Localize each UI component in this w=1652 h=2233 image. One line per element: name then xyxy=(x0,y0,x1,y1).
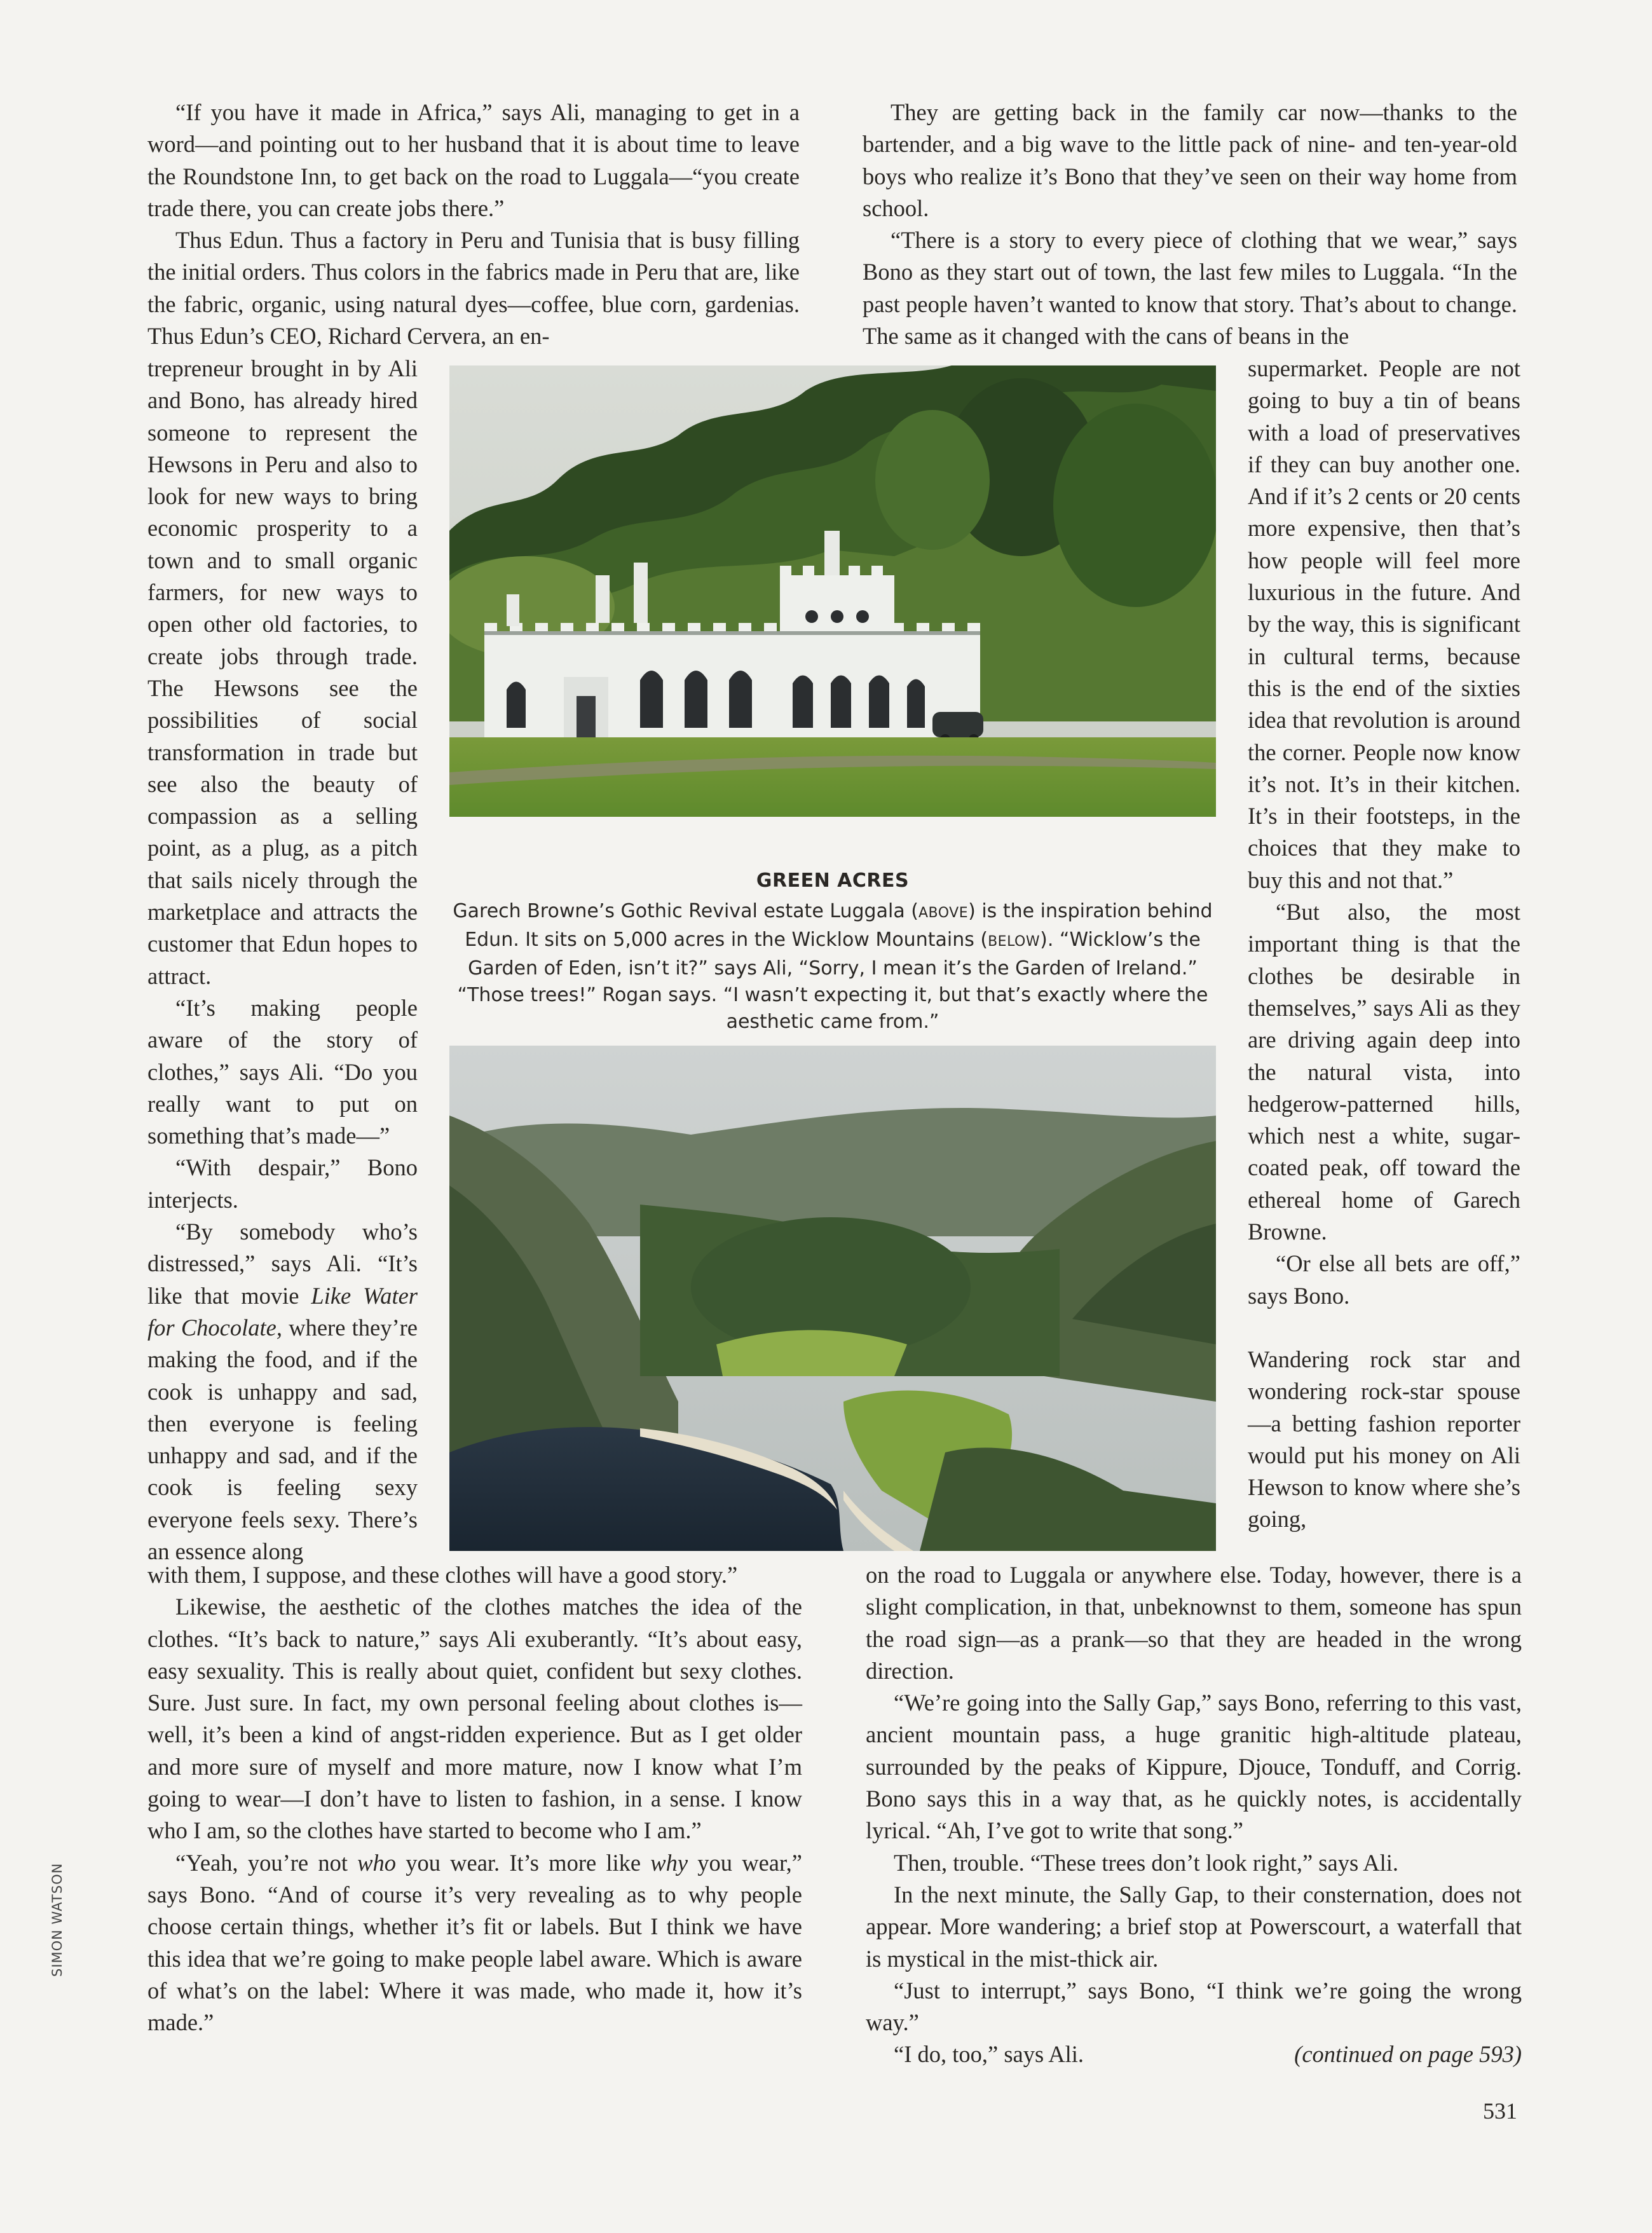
caption-body xyxy=(445,898,1220,1035)
text-run: you wear. It’s more like xyxy=(396,1849,651,1876)
paragraph xyxy=(147,1847,802,2039)
paragraph: Likewise, the aesthetic of the clothes matches the idea of the clothes. “It’s back to nature,” says Ali exuberantly. “It’s about easy, easy sexuality. This is really about quiet, confident but sexy clothes. Sure. Just sure. In fact, my own personal feeling about clothes is—well, it’s been a kind of angst-ridden experience. But as I get older and more sure of myself and more mature, now I know what I’m going to wear—I don’t have to listen to fashion, in a sense. I know who I am, so the clothes have started to become who I am.” xyxy=(147,1594,802,1844)
paragraph: “There is a story to every piece of clothing that we wear,” says Bono as they start out of town, the last few miles to Luggala. “In the past people haven’t wanted to know that story. That’s about to change. The same as it changed with the cans of beans in the xyxy=(863,227,1517,350)
paragraph: trepreneur brought in by Ali and Bono, has already hired someone to represent the Hewsons in Peru and also to look for new ways to bring economic prosperity to a town and to small organic farmers, for new ways to open other old factories, to create jobs through trade. The Hewsons see the possibilities of social transformation in trade but see also the beauty of compassion as a selling point, as a plug, as a pitch that sails nicely through the marketplace and attracts the customer that Edun hopes to attract. xyxy=(147,355,418,989)
continued-note: (continued on page 593) xyxy=(1294,2041,1522,2068)
paragraph xyxy=(147,1216,418,1567)
text-run: where they’re making the food, and if the cook is unhappy and sad, then everyone is feeling unhappy and sad, and if the cook is feeling sexy everyone feels sexy. There’s an essence along xyxy=(147,1314,418,1564)
text-run: ) is the inspiration behind Edun. It sits on 5,000 acres in the Wicklow Mountains ( xyxy=(465,900,1213,951)
paragraph: “If you have it made in Africa,” says Ali, managing to get in a word—and pointing out to her husband that it is about time to leave the Roundstone Inn, to get back on the road to Luggala—“you create trade there, you can create jobs there.” xyxy=(147,99,800,221)
paragraph: Wandering rock star and wondering rock-star spouse—a betting fashion reporter would put his money on Ali Hewson to know where she’s going, xyxy=(1248,1346,1520,1533)
lake-valley-photo xyxy=(449,1046,1216,1551)
paragraph: “Or else all bets are off,” says Bono. xyxy=(1248,1250,1520,1309)
lake-illustration xyxy=(449,1046,1216,1551)
caption-title: GREEN ACRES xyxy=(756,870,910,892)
text-run: you wear,” says Bono. “And of course it’s very revealing as to why people choose certain things, whether it’s fit or labels. But I think we have this idea that we’re going to make people label aware. Which is aware of what’s on the label: Where it was made, who made it, how it’s made.” xyxy=(147,1849,802,2036)
movie-title: Like Water for Chocolate, xyxy=(147,1282,418,1341)
paragraph: “With despair,” Bono interjects. xyxy=(147,1154,418,1213)
paragraph: on the road to Luggala or anywhere else. Today, however, there is a slight complication, in that, unbeknownst to them, someone has spun the road sign—as a prank—so that they are headed in the wrong direction. xyxy=(866,1562,1522,1684)
page-number: 531 xyxy=(1483,2098,1517,2124)
paragraph: “We’re going into the Sally Gap,” says Bono, referring to this vast, ancient mountain pass, a huge granitic high-altitude plateau, surrounded by the peaks of Kippure, Djouce, Tonduff, and Corrig. Bono says this in a way that, as he quickly notes, is accidentally lyrical. “Ah, I’ve got to write that song.” xyxy=(866,1690,1522,1844)
emphasis: why xyxy=(650,1849,688,1876)
left-column-top xyxy=(147,97,800,352)
left-column-bottom xyxy=(147,1559,802,2038)
caption-above: ABOVE xyxy=(918,905,969,921)
paragraph: “But also, the most important thing is that the clothes be desirable in themselves,” says Ali as they are driving again deep into the natural vista, into hedgerow-patterned hills, which nest a white, sugar-coated peak, off toward the ethereal home of Garech Browne. xyxy=(1248,899,1520,1245)
paragraph: Then, trouble. “These trees don’t look right,” says Ali. xyxy=(894,1849,1399,1876)
castle-photo xyxy=(449,365,1216,817)
paragraph: Thus Edun. Thus a factory in Peru and Tunisia that is busy filling the initial orders. Thus colors in the fabrics made in Peru that are, like the fabric, organic, using natural dyes—coffee, blue corn, gardenias. Thus Edun’s CEO, Richard Cervera, an en- xyxy=(147,227,800,350)
paragraph: supermarket. People are not going to buy a tin of beans with a load of preservatives if they can buy another one. And if it’s 2 cents or 20 cents more expensive, then that’s how people will feel more luxurious in the future. And by the way, this is significant in cultural terms, because this is the end of the sixties idea that revolution is around the corner. People now know it’s not. It’s in their kitchen. It’s in their footsteps, in the choices that they make to buy this and not that.” xyxy=(1248,355,1520,893)
text-run: ). “Wicklow’s the Garden of Eden, isn’t it?” says Ali, “Sorry, I mean it’s the Garden of Ireland.” “Those trees!” Rogan says. “I wasn’t expecting it, but that’s exactly where the aesthetic came from.” xyxy=(457,929,1208,1033)
emphasis: who xyxy=(357,1849,397,1876)
left-column-wrap xyxy=(147,353,418,1567)
paragraph: with them, I suppose, and these clothes will have a good story.” xyxy=(147,1562,738,1588)
right-column-top xyxy=(863,97,1517,352)
paragraph: They are getting back in the family car now—thanks to the bartender, and a big wave to the little pack of nine- and ten-year-old boys who realize it’s Bono that they’ve seen on their way home from school. xyxy=(863,99,1517,221)
text-run: Garech Browne’s Gothic Revival estate Luggala ( xyxy=(453,900,918,922)
right-column-wrap xyxy=(1248,353,1520,1536)
caption-below: BELOW xyxy=(988,934,1041,950)
paragraph: In the next minute, the Sally Gap, to their consternation, does not appear. More wandering; a brief stop at Powerscourt, a waterfall that is mystical in the mist-thick air. xyxy=(866,1881,1522,1972)
text-run: “Yeah, you’re not xyxy=(175,1849,358,1876)
text-run: “By somebody who’s distressed,” says Ali. “It’s like that movie xyxy=(147,1219,418,1309)
paragraph: “Just to interrupt,” says Bono, “I think we’re going the wrong way.” xyxy=(866,1977,1522,2036)
paragraph: “It’s making people aware of the story of clothes,” says Ali. “Do you really want to put on something that’s made—” xyxy=(147,994,418,1149)
castle-illustration xyxy=(449,365,1216,817)
paragraph xyxy=(866,2038,1522,2070)
right-column-bottom xyxy=(866,1559,1522,2071)
photo-caption xyxy=(445,868,1220,1035)
text-run: “I do, too,” says Ali. xyxy=(894,2041,1084,2068)
photo-credit: SIMON WATSON xyxy=(50,1862,65,1977)
